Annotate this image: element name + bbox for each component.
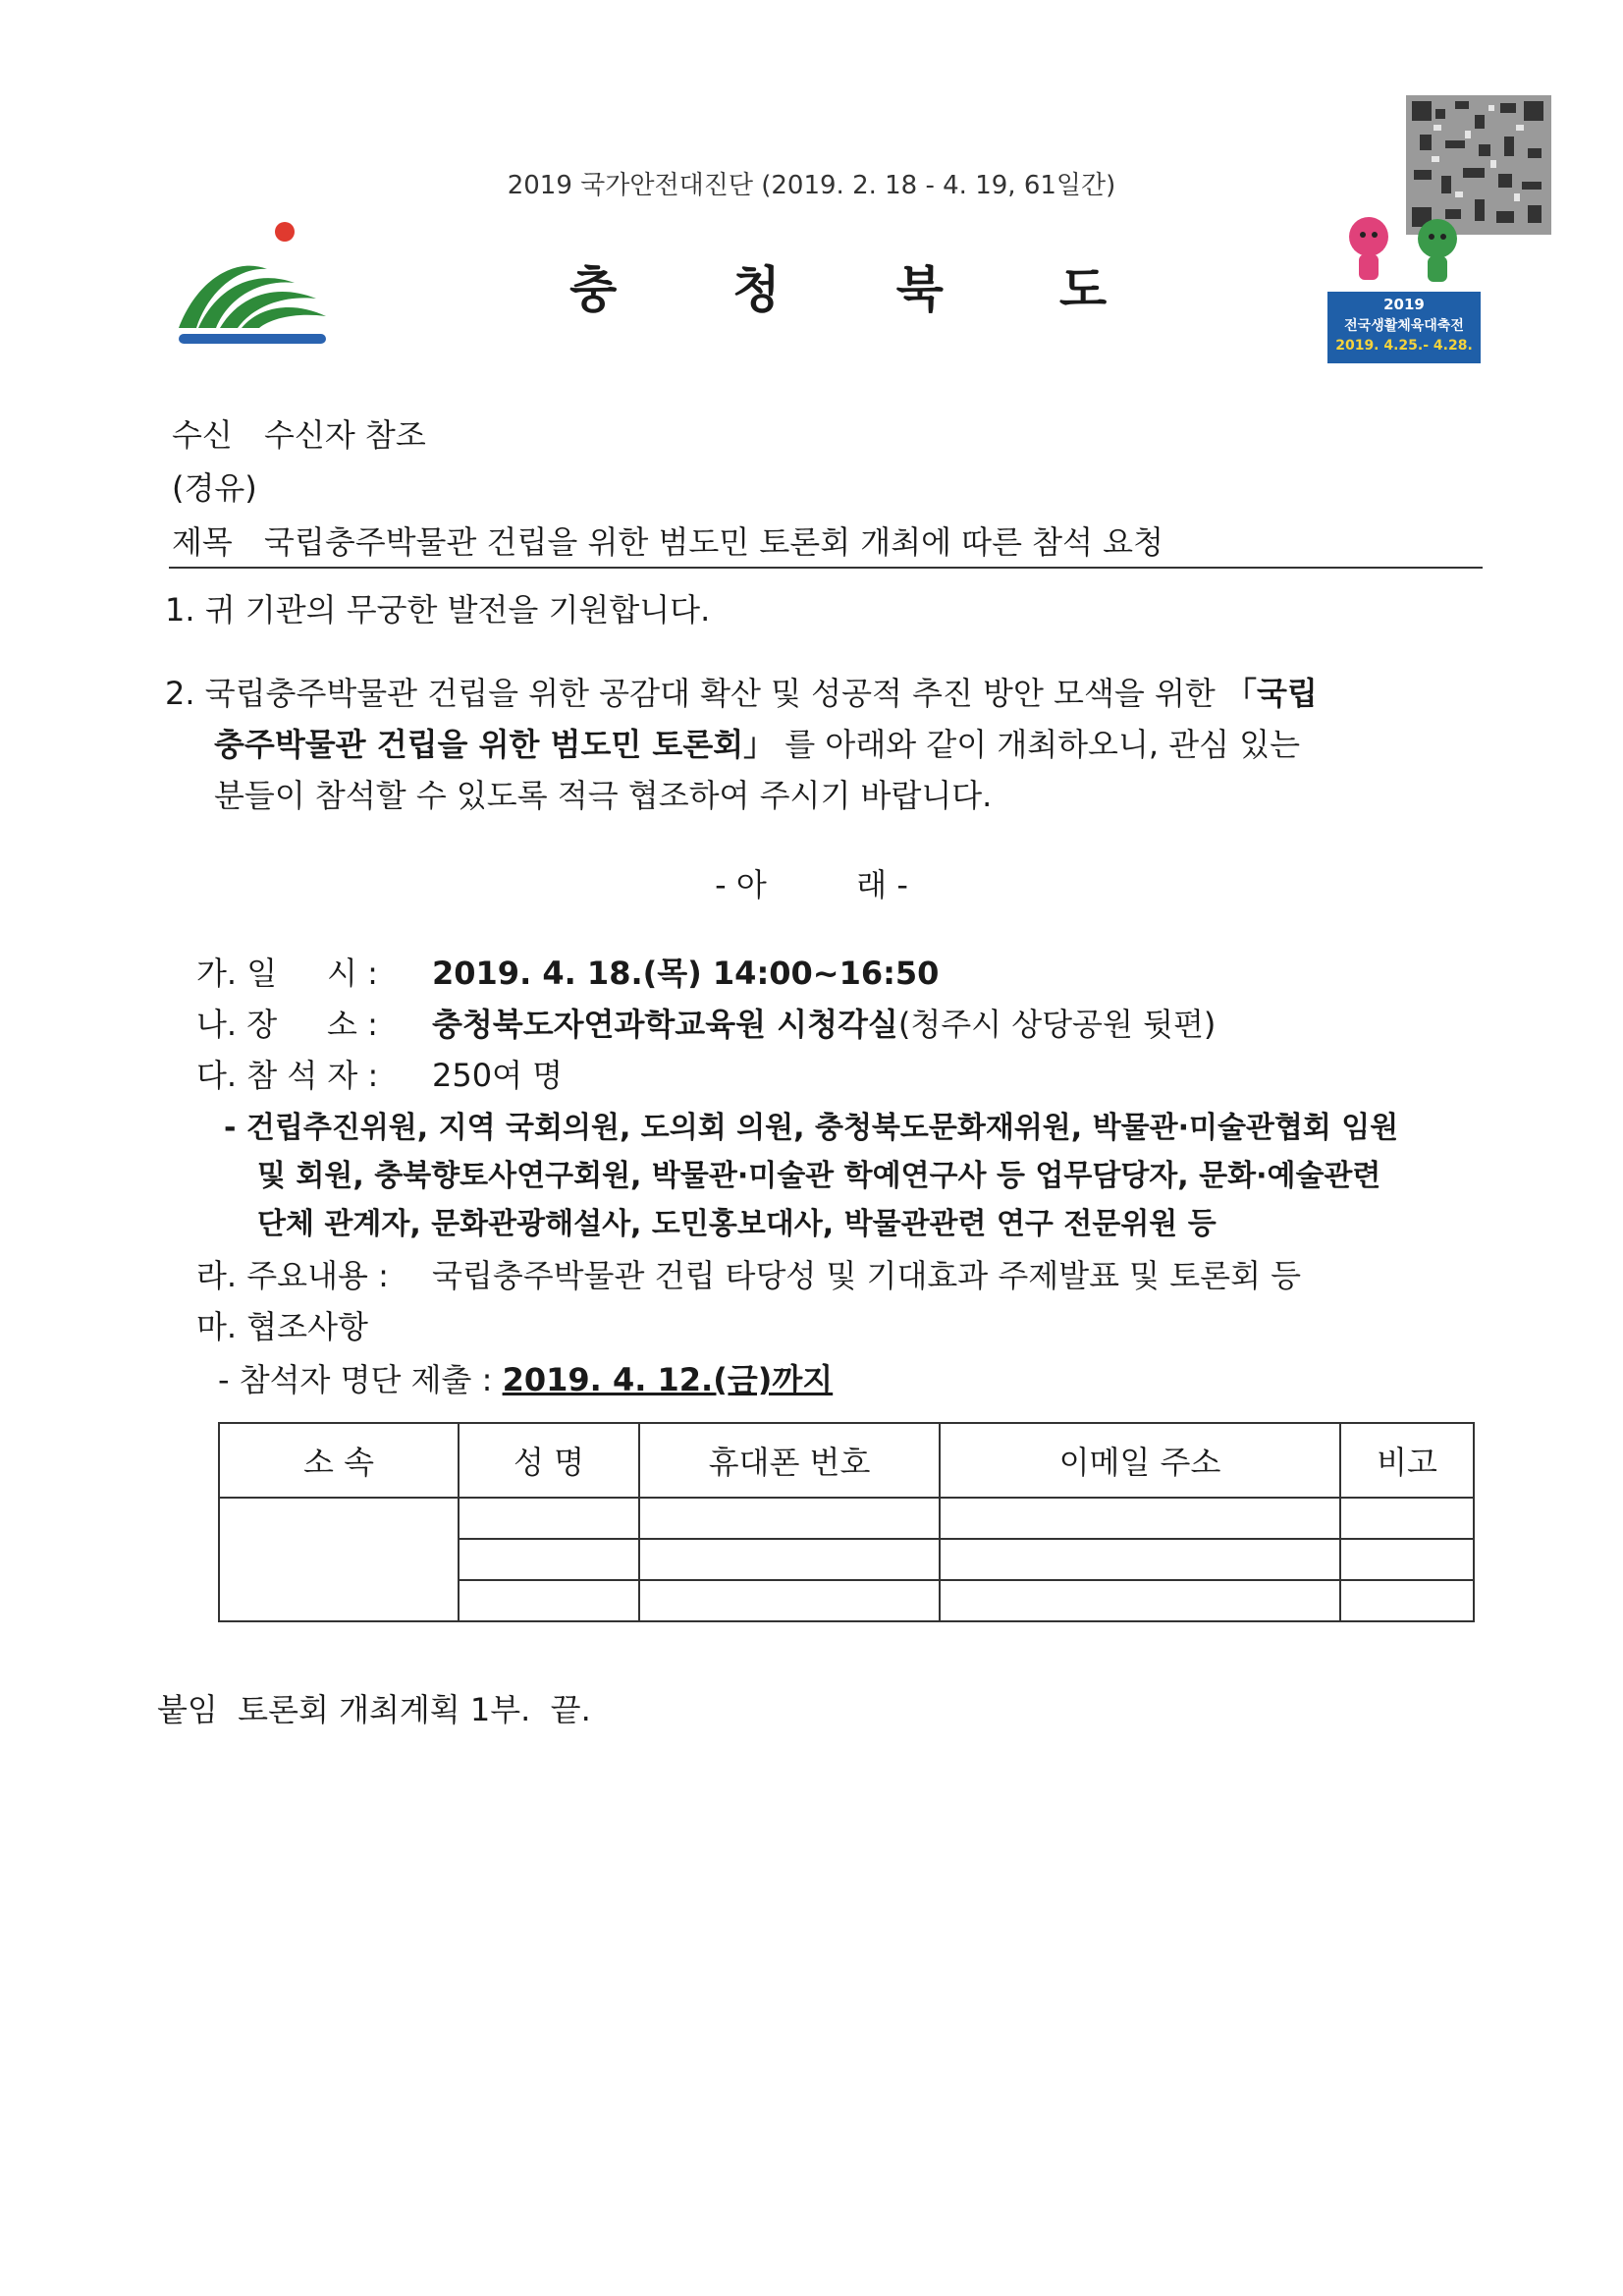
detail-place-label: 나. 장 소 : <box>196 1006 378 1043</box>
paragraph-2 <box>165 668 1481 821</box>
detail-attendees-label: 다. 참 석 자 : <box>196 1057 379 1094</box>
table-cell[interactable] <box>459 1580 639 1621</box>
paragraph-1: 1. 귀 기관의 무궁한 발전을 기원합니다. <box>165 591 711 629</box>
detail-datetime-value: 2019. 4. 18.(목) 14:00~16:50 <box>432 955 940 992</box>
detail-deadline-label: - 참석자 명단 제출 : <box>218 1361 493 1398</box>
divider <box>169 567 1483 569</box>
badge-dates: 2019. 4.25.- 4.28. <box>1335 338 1473 354</box>
detail-place <box>196 1000 1216 1045</box>
detail-contents-label: 라. 주요내용 : <box>196 1257 389 1294</box>
table-cell[interactable] <box>1340 1539 1474 1580</box>
table-row <box>219 1498 1474 1539</box>
section-title: - 아 래 - <box>715 866 908 903</box>
table-cell[interactable] <box>219 1498 459 1621</box>
paragraph-2-line1-emph: 「국립 <box>1224 675 1318 712</box>
detail-attendees-list-1: - 건립추진위원, 지역 국회의원, 도의회 의원, 충청북도문화재위원, 박물관·미술관협회 임원 <box>224 1111 1399 1145</box>
table-cell[interactable] <box>639 1580 940 1621</box>
detail-attendees <box>196 1051 563 1096</box>
detail-contents <box>196 1251 1301 1296</box>
chungbuk-logo <box>169 218 336 351</box>
detail-contents-value: 국립충주박물관 건립 타당성 및 기대효과 주제발표 및 토론회 등 <box>432 1257 1302 1294</box>
table-cell[interactable] <box>1340 1498 1474 1539</box>
mascot-icon <box>1327 211 1481 292</box>
table-cell[interactable] <box>459 1539 639 1580</box>
table-cell[interactable] <box>639 1498 940 1539</box>
detail-deadline <box>218 1355 833 1400</box>
badge-event: 전국생활체육대축전 <box>1344 318 1464 334</box>
detail-cooperation: 마. 협조사항 <box>196 1308 368 1345</box>
subject-line <box>172 518 1163 563</box>
paragraph-2-line2-emph: 충주박물관 건립을 위한 범도민 토론회」 <box>214 726 776 763</box>
detail-attendees-list-2: 및 회원, 충북향토사연구회원, 박물관·미술관 학예연구사 등 업무담당자, 문화·예술관련 <box>257 1159 1381 1193</box>
detail-deadline-date: 2019. 4. 12.(금)까지 <box>502 1361 834 1398</box>
table-cell[interactable] <box>639 1539 940 1580</box>
page-title: 충청북도 <box>569 261 1223 318</box>
detail-place-value: 충청북도자연과학교육원 시청각실 <box>432 1006 898 1043</box>
table-header-cell: 비고 <box>1340 1423 1474 1498</box>
detail-datetime <box>196 949 939 994</box>
table-cell[interactable] <box>1340 1580 1474 1621</box>
badge-year: 2019 <box>1383 296 1425 313</box>
recipient-line <box>172 410 426 456</box>
via-label: (경유) <box>172 469 257 507</box>
detail-datetime-label: 가. 일 시 : <box>196 955 378 992</box>
campaign-banner: 2019 국가안전대진단 (2019. 2. 18 - 4. 19, 61일간) <box>507 171 1116 200</box>
table-cell[interactable] <box>459 1498 639 1539</box>
table-cell[interactable] <box>940 1580 1340 1621</box>
paragraph-2-line2: 를 아래와 같이 개최하오니, 관심 있는 <box>784 726 1301 763</box>
table-header-cell: 휴대폰 번호 <box>639 1423 940 1498</box>
paragraph-2-line3: 분들이 참석할 수 있도록 적극 협조하여 주시기 바랍니다. <box>214 777 993 814</box>
attendee-table <box>218 1422 1475 1622</box>
subject-label: 제목 <box>172 523 233 561</box>
attachment-note: 붙임 토론회 개최계획 1부. 끝. <box>157 1691 591 1728</box>
paragraph-2-line1: 2. 국립충주박물관 건립을 위한 공감대 확산 및 성공적 추진 방안 모색을 위한 <box>165 675 1225 712</box>
event-badge <box>1327 211 1481 363</box>
table-header-row <box>219 1423 1474 1498</box>
table-header-cell: 소 속 <box>219 1423 459 1498</box>
subject-value: 국립충주박물관 건립을 위한 범도민 토론회 개최에 따른 참석 요청 <box>264 523 1164 561</box>
table-cell[interactable] <box>940 1498 1340 1539</box>
detail-attendees-value: 250여 명 <box>432 1057 564 1094</box>
table-cell[interactable] <box>940 1539 1340 1580</box>
table-header-cell: 이메일 주소 <box>940 1423 1340 1498</box>
detail-attendees-list-3: 단체 관계자, 문화관광해설사, 도민홍보대사, 박물관관련 연구 전문위원 등 <box>257 1207 1217 1241</box>
recipient-value: 수신자 참조 <box>264 416 426 454</box>
recipient-label: 수신 <box>172 416 233 454</box>
table-header-cell: 성 명 <box>459 1423 639 1498</box>
detail-place-note: (청주시 상당공원 뒷편) <box>897 1006 1217 1043</box>
